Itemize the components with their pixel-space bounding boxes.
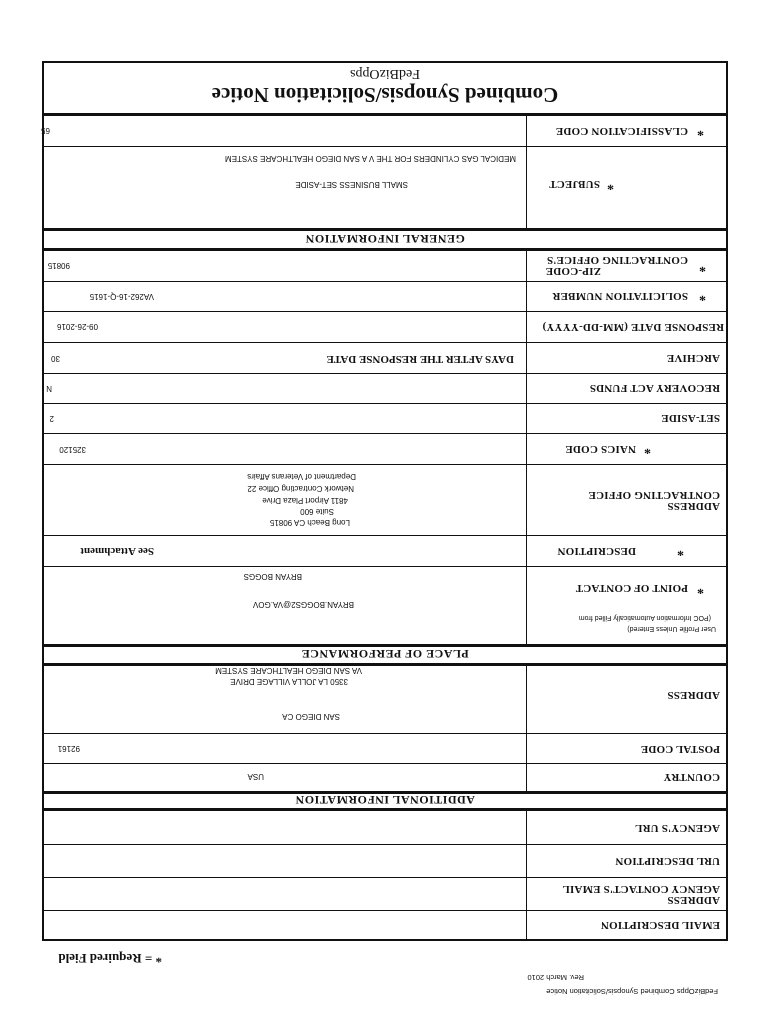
archive-row xyxy=(44,343,726,374)
zip-code-label: CONTRACTING OFFICE'S xyxy=(546,254,688,266)
agency-contact-email-label: ADDRESS xyxy=(667,894,720,906)
form-name-footer: FedBizOpps Combined Synopsis/Solicitation Notice xyxy=(546,987,718,996)
archive-suffix: DAYS AFTER THE RESPONSE DATE xyxy=(326,353,514,365)
classification-code-value: 65 xyxy=(41,126,50,135)
contracting-office-address-label-2: ADDRESS xyxy=(667,500,720,512)
agency-url-row xyxy=(44,811,726,845)
form-title: Combined Synopsis/Solicitation Notice xyxy=(211,83,559,107)
recovery-act-funds-value: N xyxy=(46,384,52,393)
postal-code-row xyxy=(44,734,726,764)
agency-contact-email-row xyxy=(44,878,726,911)
set-aside-value: 2 xyxy=(49,414,54,423)
subject-line-2: SMALL BUSINESS SET-ASIDE xyxy=(295,180,408,189)
naics-code-label: NAICS CODE xyxy=(565,443,636,455)
agency-url-field[interactable] xyxy=(44,811,526,844)
description-label: DESCRIPTION xyxy=(557,545,636,557)
place-address-line-1: VA SAN DIEGO HEALTHCARE SYSTEM xyxy=(215,666,362,675)
additional-information-header: ADDITIONAL INFORMATION xyxy=(44,794,726,811)
country-row xyxy=(44,764,726,794)
email-description-label: EMAIL DESCRIPTION xyxy=(600,919,720,931)
place-address-label: ADDRESS xyxy=(667,689,720,701)
subject-row xyxy=(44,147,726,231)
poc-note-line-2: User Profile Unless Entered) xyxy=(627,625,716,632)
postal-code-label: POSTAL CODE xyxy=(640,743,720,755)
postal-code-value: 92161 xyxy=(57,744,80,753)
revision-footer: Rev. March 2010 xyxy=(527,973,584,982)
email-description-field[interactable] xyxy=(44,911,526,939)
co-address-line-5: Long Beach CA 90815 xyxy=(269,518,350,527)
required-star: * xyxy=(677,543,684,558)
naics-code-value: 325120 xyxy=(59,445,86,454)
required-star: * xyxy=(607,177,614,192)
zip-code-label-2: ZIP-CODE xyxy=(545,265,601,277)
solicitation-number-value: VA262-16-Q-1615 xyxy=(89,292,154,301)
subject-label: SUBJECT xyxy=(549,178,600,190)
solicitation-number-row xyxy=(44,282,726,312)
place-address-row xyxy=(44,666,726,734)
agency-contact-email-field[interactable] xyxy=(44,878,526,910)
response-date-label: RESPONSE DATE (MM-DD-YYYY) xyxy=(542,321,724,333)
archive-value: 30 xyxy=(51,354,60,363)
classification-code-label: CLASSIFICATION CODE xyxy=(555,125,688,137)
url-description-label: URL DESCRIPTION xyxy=(615,855,720,867)
agency-contact-email-label-2: AGENCY CONTACT'S EMAIL xyxy=(562,883,720,895)
response-date-value: 09-26-2016 xyxy=(57,322,98,331)
url-description-field[interactable] xyxy=(44,845,526,877)
country-label: COUNTRY xyxy=(663,771,720,783)
set-aside-label: SET-ASIDE xyxy=(661,412,720,424)
url-description-row xyxy=(44,845,726,878)
co-address-line-1: Department of Veterans Affairs xyxy=(247,472,356,481)
agency-url-label: AGENCY'S URL xyxy=(634,822,720,834)
solicitation-form xyxy=(42,61,728,941)
recovery-act-funds-label: RECOVERY ACT FUNDS xyxy=(589,382,720,394)
place-of-performance-header: PLACE OF PERFORMANCE xyxy=(44,647,726,666)
subject-line-1: MEDICAL GAS CYLINDERS FOR THE V A SAN DIEGO HEALTHCARE SYSTEM xyxy=(224,154,516,163)
poc-email: BRYAN.BOGGS2@VA.GOV xyxy=(252,600,354,609)
required-star: * xyxy=(699,259,706,274)
zip-code-row xyxy=(44,251,726,282)
place-address-line-2: 3350 LA JOLLA VILLAGE DRIVE xyxy=(230,677,348,686)
point-of-contact-label: POINT OF CONTACT xyxy=(575,582,688,594)
form-header xyxy=(44,59,726,116)
description-value: See Attachment xyxy=(80,545,154,557)
contracting-office-address-row xyxy=(44,465,726,536)
contracting-office-address-label: CONTRACTING OFFICE xyxy=(588,489,720,501)
classification-code-row xyxy=(41,116,726,147)
poc-note-line-1: (POC Information Automatically Filled from xyxy=(578,614,711,621)
point-of-contact-row xyxy=(44,567,726,647)
poc-name: BRYAN BOGGS xyxy=(243,572,302,581)
archive-label: ARCHIVE xyxy=(666,352,720,364)
description-row xyxy=(44,536,726,567)
required-star: * xyxy=(697,581,704,596)
zip-code-value: 90815 xyxy=(47,261,70,270)
general-information-header: GENERAL INFORMATION xyxy=(44,231,726,251)
country-value: USA xyxy=(247,772,264,781)
co-address-line-2: Network Contracting Office 22 xyxy=(247,484,354,493)
required-star: * xyxy=(697,123,704,138)
response-date-row xyxy=(44,312,726,343)
required-field-note: * = Required Field xyxy=(58,951,162,966)
solicitation-number-label: SOLICITATION NUMBER xyxy=(552,290,688,302)
form-subtitle: FedBizOpps xyxy=(350,66,420,81)
co-address-line-4: Suite 600 xyxy=(300,507,334,516)
required-star: * xyxy=(644,441,651,456)
required-star: * xyxy=(699,288,706,303)
place-address-city: SAN DIEGO CA xyxy=(282,712,340,721)
naics-code-row xyxy=(44,434,726,465)
email-description-row xyxy=(44,911,726,939)
set-aside-row xyxy=(44,404,726,434)
recovery-act-funds-row xyxy=(44,374,726,404)
co-address-line-3: 4811 Airport Plaza Drive xyxy=(262,496,348,505)
